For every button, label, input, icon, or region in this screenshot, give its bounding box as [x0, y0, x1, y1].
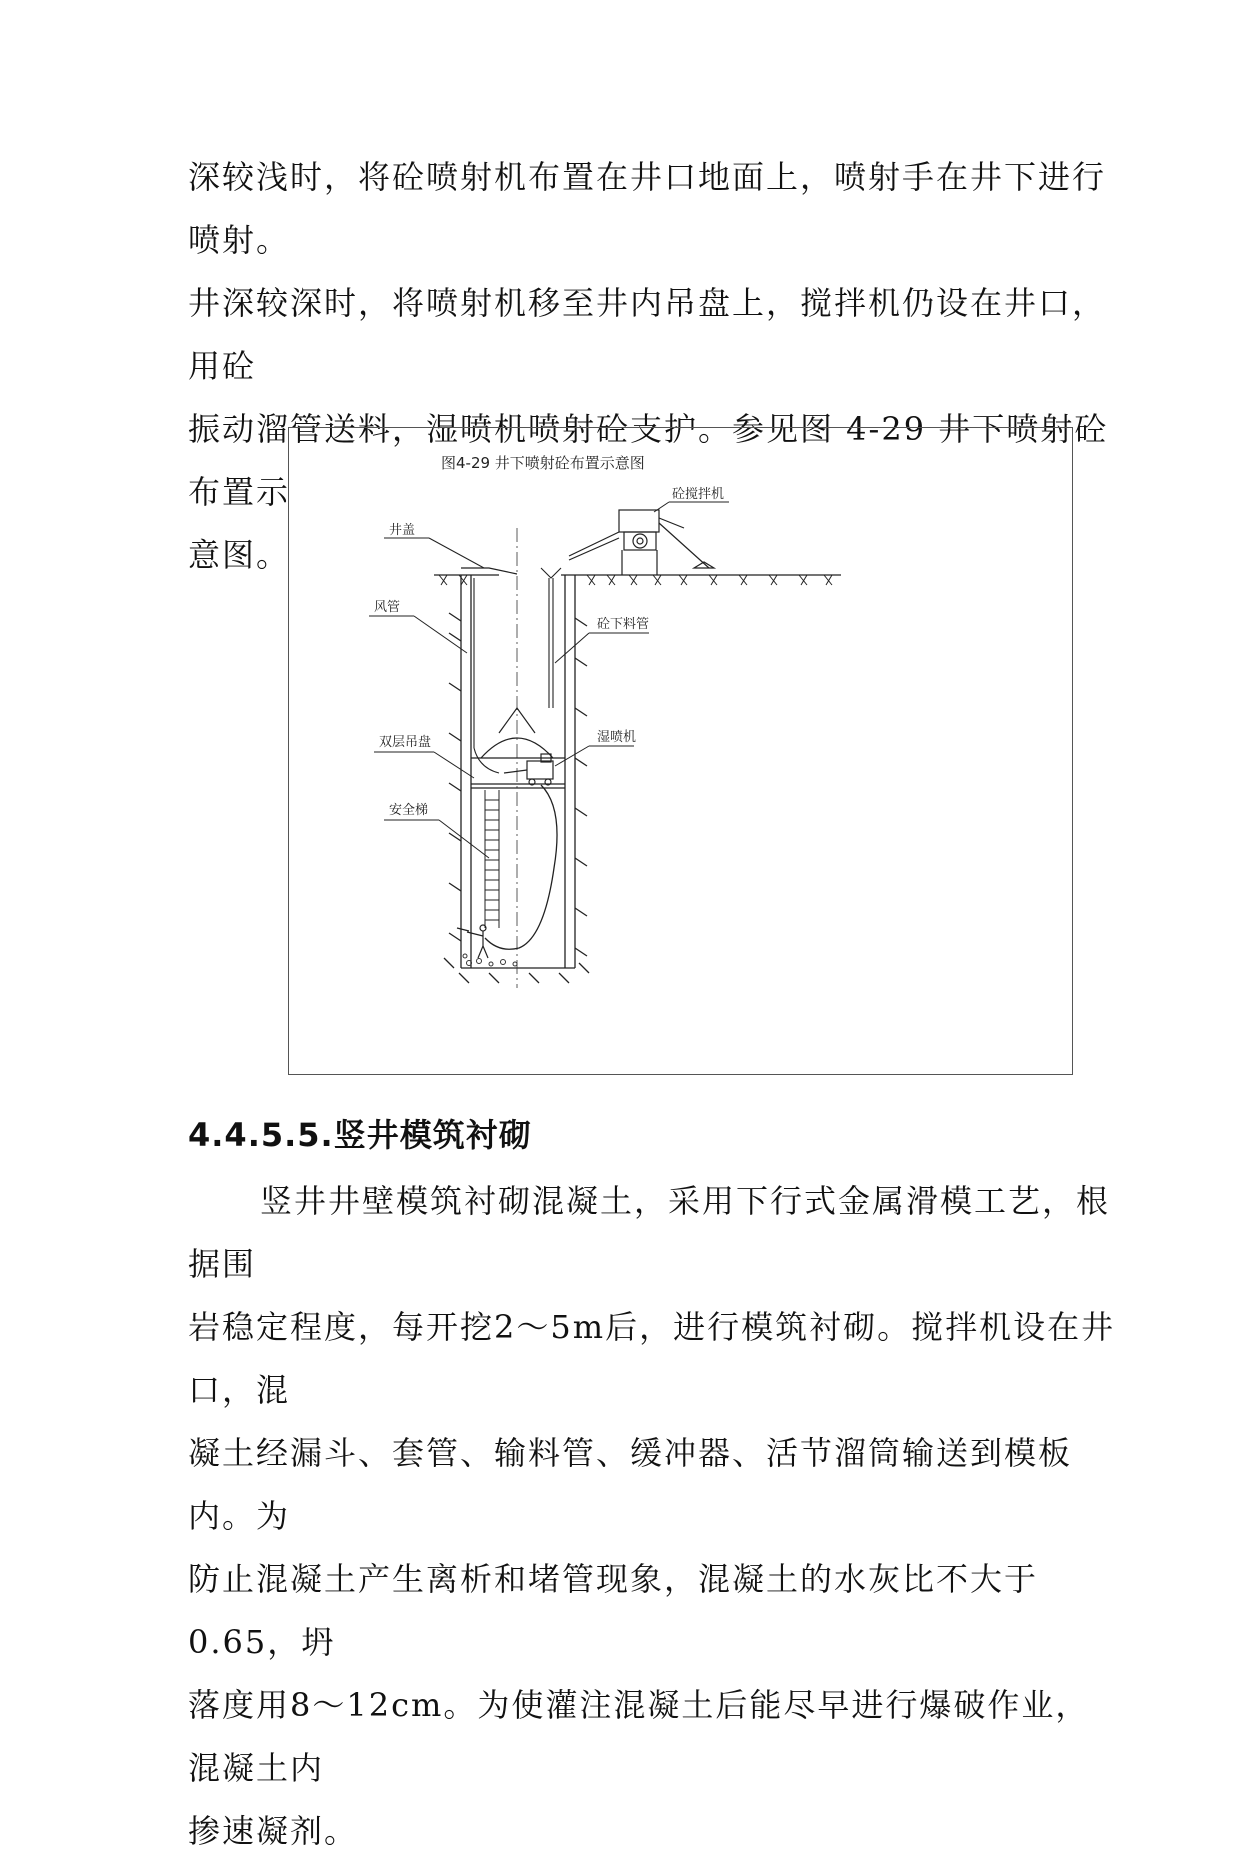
- text-line: 振动溜管送料，湿喷机喷射砼支护。参见图 4-29 井下喷射砼布置示: [188, 410, 1109, 511]
- leader-line: [555, 633, 589, 663]
- leader-line: [555, 746, 589, 766]
- label-double-platform: 双层吊盘: [379, 735, 432, 750]
- text-line: 意图。: [188, 536, 291, 574]
- text-line: 竖井井壁模筑衬砌混凝土，采用下行式金属滑模工艺，根据围: [188, 1182, 1111, 1283]
- label-safety-ladder: 安全梯: [389, 803, 429, 818]
- text-line: 凝土经漏斗、套管、输料管、缓冲器、活节溜筒输送到模板内。为: [188, 1434, 1073, 1535]
- well-cover: [461, 568, 517, 574]
- leader-line: [439, 820, 489, 858]
- text-line: 岩稳定程度，每开挖2～5m后，进行模筑衬砌。搅拌机设在井口，混: [188, 1308, 1116, 1409]
- wet-sprayer: [504, 754, 553, 785]
- label-wet-sprayer: 湿喷机: [597, 730, 637, 745]
- label-air-duct: 风管: [374, 600, 401, 615]
- leader-line: [434, 752, 474, 778]
- leader-line: [414, 616, 467, 653]
- diagram-canvas: [289, 428, 1074, 1076]
- text-line: 落度用8～12cm。为使灌注混凝土后能尽早进行爆破作业，混凝土内: [188, 1686, 1090, 1787]
- figure-title: 图4-29 井下喷射砼布置示意图: [441, 454, 645, 472]
- leader-line: [654, 502, 669, 512]
- air-duct: [474, 578, 499, 773]
- section-paragraph: [188, 1170, 1118, 1863]
- label-feed-pipe: 砼下料管: [597, 617, 650, 632]
- label-well-cover: 井盖: [389, 523, 416, 538]
- feed-pipe: [541, 568, 561, 708]
- text-line: 掺速凝剂。: [188, 1812, 359, 1850]
- shaft-walls: [444, 575, 589, 983]
- section-heading: 4.4.5.5.竖井模筑衬砌: [188, 1116, 532, 1154]
- double-platform: [471, 708, 565, 788]
- ground-surface: [434, 575, 841, 585]
- text-line: 深较浅时，将砼喷射机布置在井口地面上，喷射手在井下进行喷射。: [188, 158, 1107, 259]
- text-line: 防止混凝土产生离析和堵管现象，混凝土的水灰比不大于0.65，坍: [188, 1560, 1039, 1661]
- text-line: 井深较深时，将喷射机移至井内吊盘上，搅拌机仍设在井口，用砼: [188, 284, 1107, 385]
- leader-line: [429, 538, 484, 568]
- concrete-mixer: [569, 510, 714, 575]
- label-mixer: 砼搅拌机: [672, 487, 725, 502]
- safety-ladder: [485, 790, 499, 928]
- shaft-shotcrete-diagram: [288, 427, 1073, 1075]
